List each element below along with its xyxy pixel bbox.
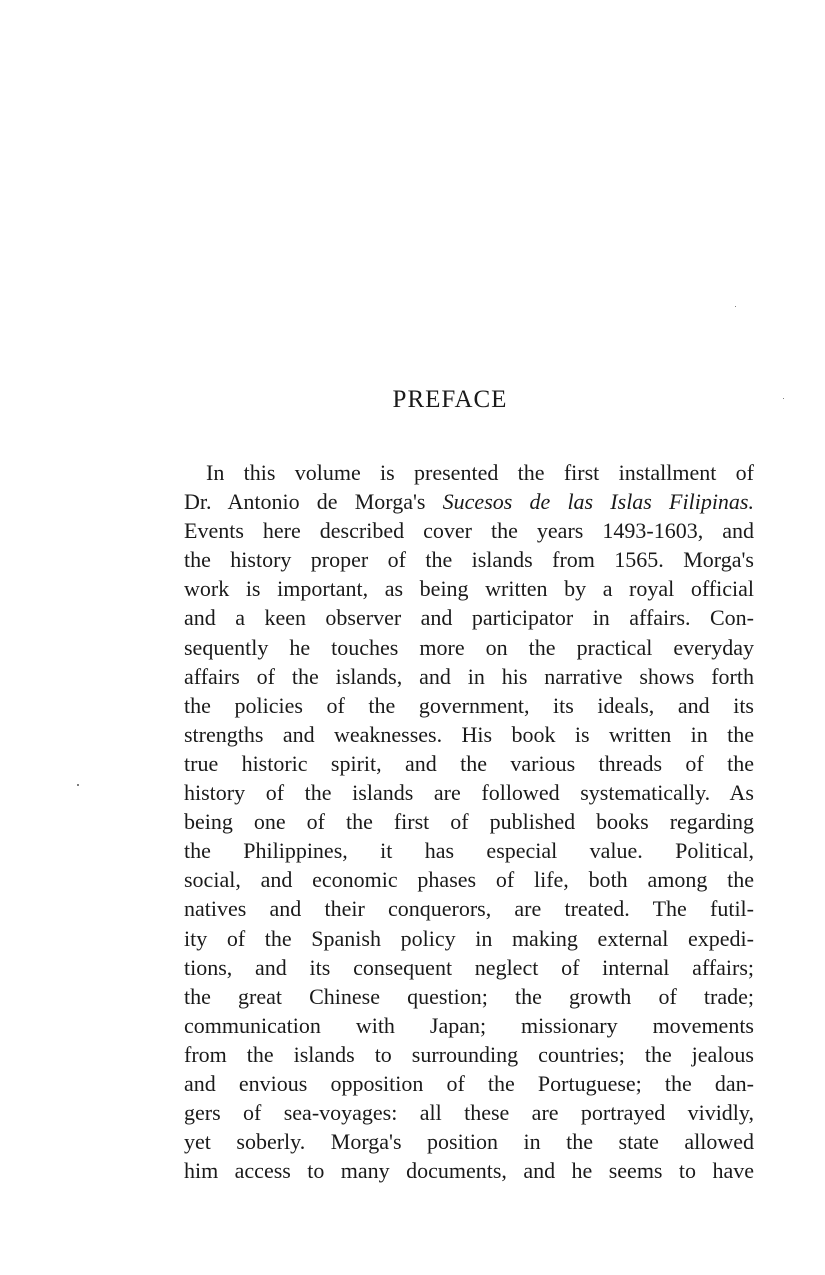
text-line [184, 1098, 754, 1127]
text-line [184, 1069, 754, 1098]
text-line [184, 1011, 754, 1040]
text-line [184, 778, 754, 807]
text-segment: In this volume is presented the first installment of [206, 460, 754, 485]
text-segment: yet soberly. Morga's position in the state allowed [184, 1129, 754, 1155]
text-segment: and a keen observer and participator in affairs. Con- [184, 605, 754, 631]
text-line [184, 516, 754, 545]
text-segment: the history proper of the islands from 1565. Morga's [184, 547, 754, 573]
scan-speck [77, 784, 79, 786]
text-segment: true historic spirit, and the various threads of the [184, 750, 754, 776]
text-line [184, 458, 754, 487]
text-line [184, 720, 754, 749]
text-segment: sequently he touches more on the practical everyday [184, 634, 754, 660]
text-segment: the Philippines, it has especial value. Political, [184, 838, 754, 864]
text-line [184, 924, 754, 953]
text-line [184, 603, 754, 632]
scan-speck [783, 398, 784, 399]
text-segment: from the islands to surrounding countries; the jealous [184, 1041, 754, 1067]
text-segment: strengths and weaknesses. His book is written in the [184, 721, 754, 747]
text-line [184, 487, 754, 516]
scan-speck [735, 306, 736, 307]
text-line [184, 633, 754, 662]
text-line [184, 982, 754, 1011]
text-segment: Dr. Antonio de Morga's [184, 489, 443, 515]
text-line [184, 894, 754, 923]
text-segment: being one of the first of published books regarding [184, 809, 754, 835]
text-line [184, 1127, 754, 1156]
text-segment: the great Chinese question; the growth of trade; [184, 983, 754, 1009]
text-segment: affairs of the islands, and in his narrative shows forth [184, 663, 754, 689]
text-line [184, 574, 754, 603]
text-segment: Events here described cover the years 1493-1603, and [184, 518, 754, 544]
text-segment: history of the islands are followed systematically. As [184, 780, 754, 806]
text-segment: and envious opposition of the Portuguese; the dan- [184, 1070, 754, 1096]
text-line [184, 865, 754, 894]
text-segment: gers of sea-voyages: all these are portrayed vividly, [184, 1100, 754, 1126]
text-segment: natives and their conquerors, are treated. The futil- [184, 896, 754, 922]
text-segment: communication with Japan; missionary movements [184, 1012, 754, 1038]
text-segment: him access to many documents, and he seems to have [184, 1158, 754, 1184]
text-segment: social, and economic phases of life, both among the [184, 867, 754, 893]
text-line [184, 1156, 754, 1185]
text-line [184, 662, 754, 691]
page-title: PREFACE [392, 386, 508, 413]
text-line [184, 836, 754, 865]
text-segment: ity of the Spanish policy in making external expedi- [184, 925, 754, 951]
book-title-italic: Sucesos de las Islas Filipinas. [442, 489, 754, 515]
text-segment: the policies of the government, its ideals, and its [184, 692, 754, 718]
text-line [184, 953, 754, 982]
text-segment: work is important, as being written by a royal official [184, 576, 754, 602]
preface-paragraph [184, 458, 754, 1185]
text-line [184, 1040, 754, 1069]
text-line [184, 691, 754, 720]
text-line [184, 545, 754, 574]
text-line [184, 749, 754, 778]
text-segment: tions, and its consequent neglect of internal affairs; [184, 954, 754, 980]
text-line [184, 807, 754, 836]
